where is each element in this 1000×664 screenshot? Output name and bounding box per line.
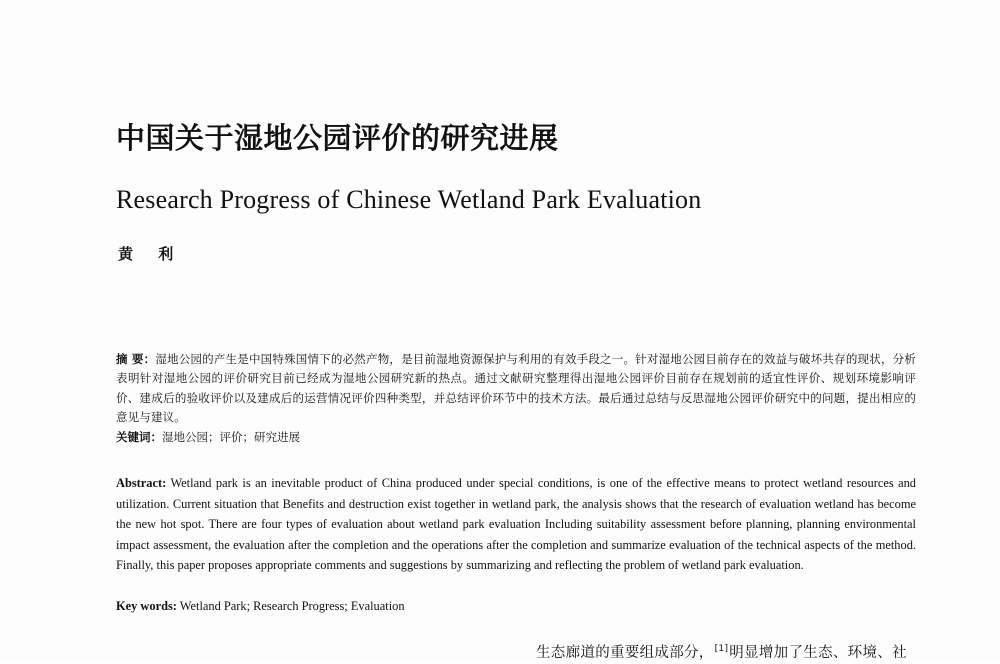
abstract-chinese-label: 摘 要： [116,352,156,366]
title-chinese: 中国关于湿地公园评价的研究进展 [116,121,559,155]
author-name: 黄 利 [118,245,184,263]
body-text-line [536,638,916,664]
body-text-after: 明显增加了生态、环境、社 [729,645,907,661]
keywords-english [116,596,916,616]
abstract-english-text: Wetland park is an inevitable product of China produced under special conditions, is one of the effective means to protect wetland resources and utilization. Current situation that Benefits and destruction exist together in wetland park, the analysis shows that the research of evaluation wetland has become the new hot spot. There are four types of evaluation about wetland park evaluation Including suitability assessment before planning, planning environmental impact assessment, the evaluation after the completion and the operations after the completion and summarize evaluation of the technical aspects of the method. Finally, this paper proposes appropriate comments and suggestions by summarizing and reflecting the problem of wetland park evaluation. [116,476,916,573]
citation-reference[interactable]: [1] [714,644,729,654]
keywords-chinese-label: 关键词： [116,430,162,444]
keywords-chinese [116,427,916,447]
abstract-english-label: Abstract: [116,476,167,490]
abstract-english [116,473,916,576]
title-english: Research Progress of Chinese Wetland Park Evaluation [116,185,702,214]
keywords-english-label: Key words: [116,599,177,613]
abstract-chinese-text: 湿地公园的产生是中国特殊国情下的必然产物，是目前湿地资源保护与利用的有效手段之一。针对湿地公园目前存在的效益与破坏共存的现状，分析表明针对湿地公园的评价研究目前已经成为湿地公园研究新的热点。通过文献研究整理得出湿地公园评价目前存在规划前的适宜性评价、规划环境影响评价、建成后的验收评价以及建成后的运营情况评价四种类型，并总结评价环节中的技术方法。最后通过总结与反思湿地公园评价研究中的问题，提出相应的意见与建议。 [116,352,916,424]
keywords-english-text: Wetland Park; Research Progress; Evaluation [179,599,405,613]
keywords-chinese-text: 湿地公园；评价；研究进展 [162,430,300,444]
body-text-before: 生态廊道的重要组成部分， [536,645,714,661]
abstract-chinese [116,350,916,427]
